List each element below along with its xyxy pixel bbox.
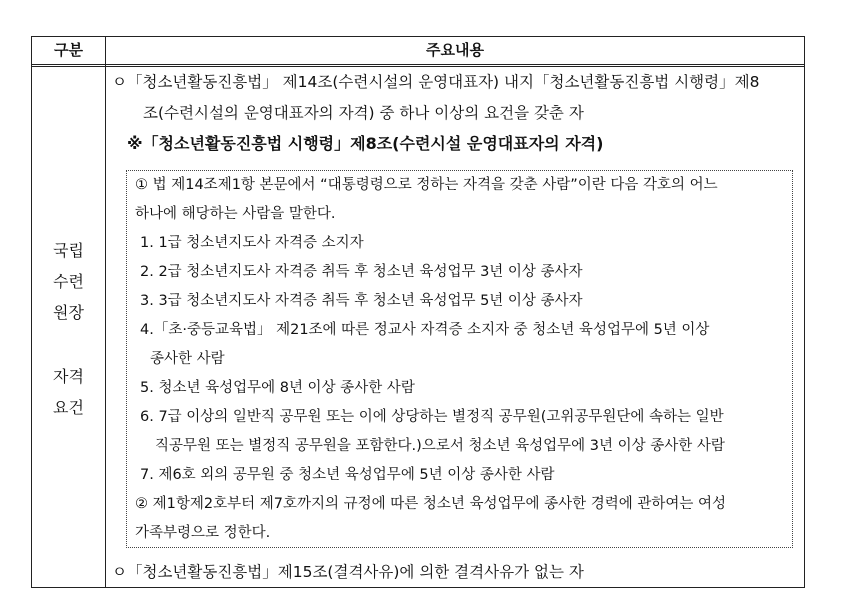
list-item-1: 1. 1급 청소년지도사 자격증 소지자	[140, 235, 364, 251]
list-item-6-line2: 직공무원 또는 별정직 공무원을 포함한다.)으로서 청소년 육성업무에 3년 이상 종사한 사람	[155, 438, 725, 454]
category-line: 자격	[53, 367, 84, 386]
list-item-5: 5. 청소년 육성업무에 8년 이상 종사한 사람	[140, 380, 415, 396]
list-item-3: 3. 3급 청소년지도사 자격증 취득 후 청소년 육성업무 5년 이상 종사자	[140, 293, 583, 309]
clause2-line1: ② 제1항제2호부터 제7호까지의 규정에 따른 청소년 육성업무에 종사한 경력에 관하여는 여성	[135, 496, 727, 512]
item2-line: ㅇ「청소년활동진흥법」제15조(결격사유)에 의한 결격사유가 없는 자	[112, 563, 584, 581]
clause2-line2: 가족부령으로 정한다.	[135, 525, 271, 541]
list-item-6-line1: 6. 7급 이상의 일반직 공무원 또는 이에 상당하는 별정직 공무원(고위공무원단에 속하는 일반	[140, 409, 724, 425]
decree-excerpt-box	[126, 170, 793, 548]
column-divider	[105, 37, 106, 587]
requirements-table	[31, 36, 805, 588]
list-item-2: 2. 2급 청소년지도사 자격증 취득 후 청소년 육성업무 3년 이상 종사자	[140, 264, 583, 280]
category-line: 수련	[53, 272, 84, 291]
header-content: 주요내용	[426, 41, 484, 59]
item1-line2: 조(수련시설의 운영대표자의 자격) 중 하나 이상의 요건을 갖춘 자	[143, 104, 584, 122]
clause1-line1: ① 법 제14조제1항 본문에서 “대통령령으로 정하는 자격을 갖춘 사람”이란 다음 각호의 어느	[135, 177, 718, 193]
item1-line1: ㅇ「청소년활동진흥법」 제14조(수련시설의 운영대표자) 내지「청소년활동진흥법 시행령」제8	[112, 73, 760, 91]
list-item-7: 7. 제6호 외의 공무원 중 청소년 육성업무에 5년 이상 종사한 사람	[140, 467, 555, 483]
category-line: 국립	[53, 241, 84, 260]
header-category: 구분	[54, 41, 83, 59]
list-item-4-line1: 4.「초·중등교육법」 제21조에 따른 정교사 자격증 소지자 중 청소년 육성업무에 5년 이상	[140, 322, 710, 338]
note-title: ※「청소년활동진흥법 시행령」제8조(수련시설 운영대표자의 자격)	[127, 134, 604, 153]
category-line: 원장	[53, 303, 84, 322]
list-item-4-line2: 종사한 사람	[150, 351, 225, 367]
category-line: 요건	[53, 398, 84, 417]
category-cell	[32, 235, 105, 423]
clause1-line2: 하나에 해당하는 사람을 말한다.	[135, 206, 336, 222]
